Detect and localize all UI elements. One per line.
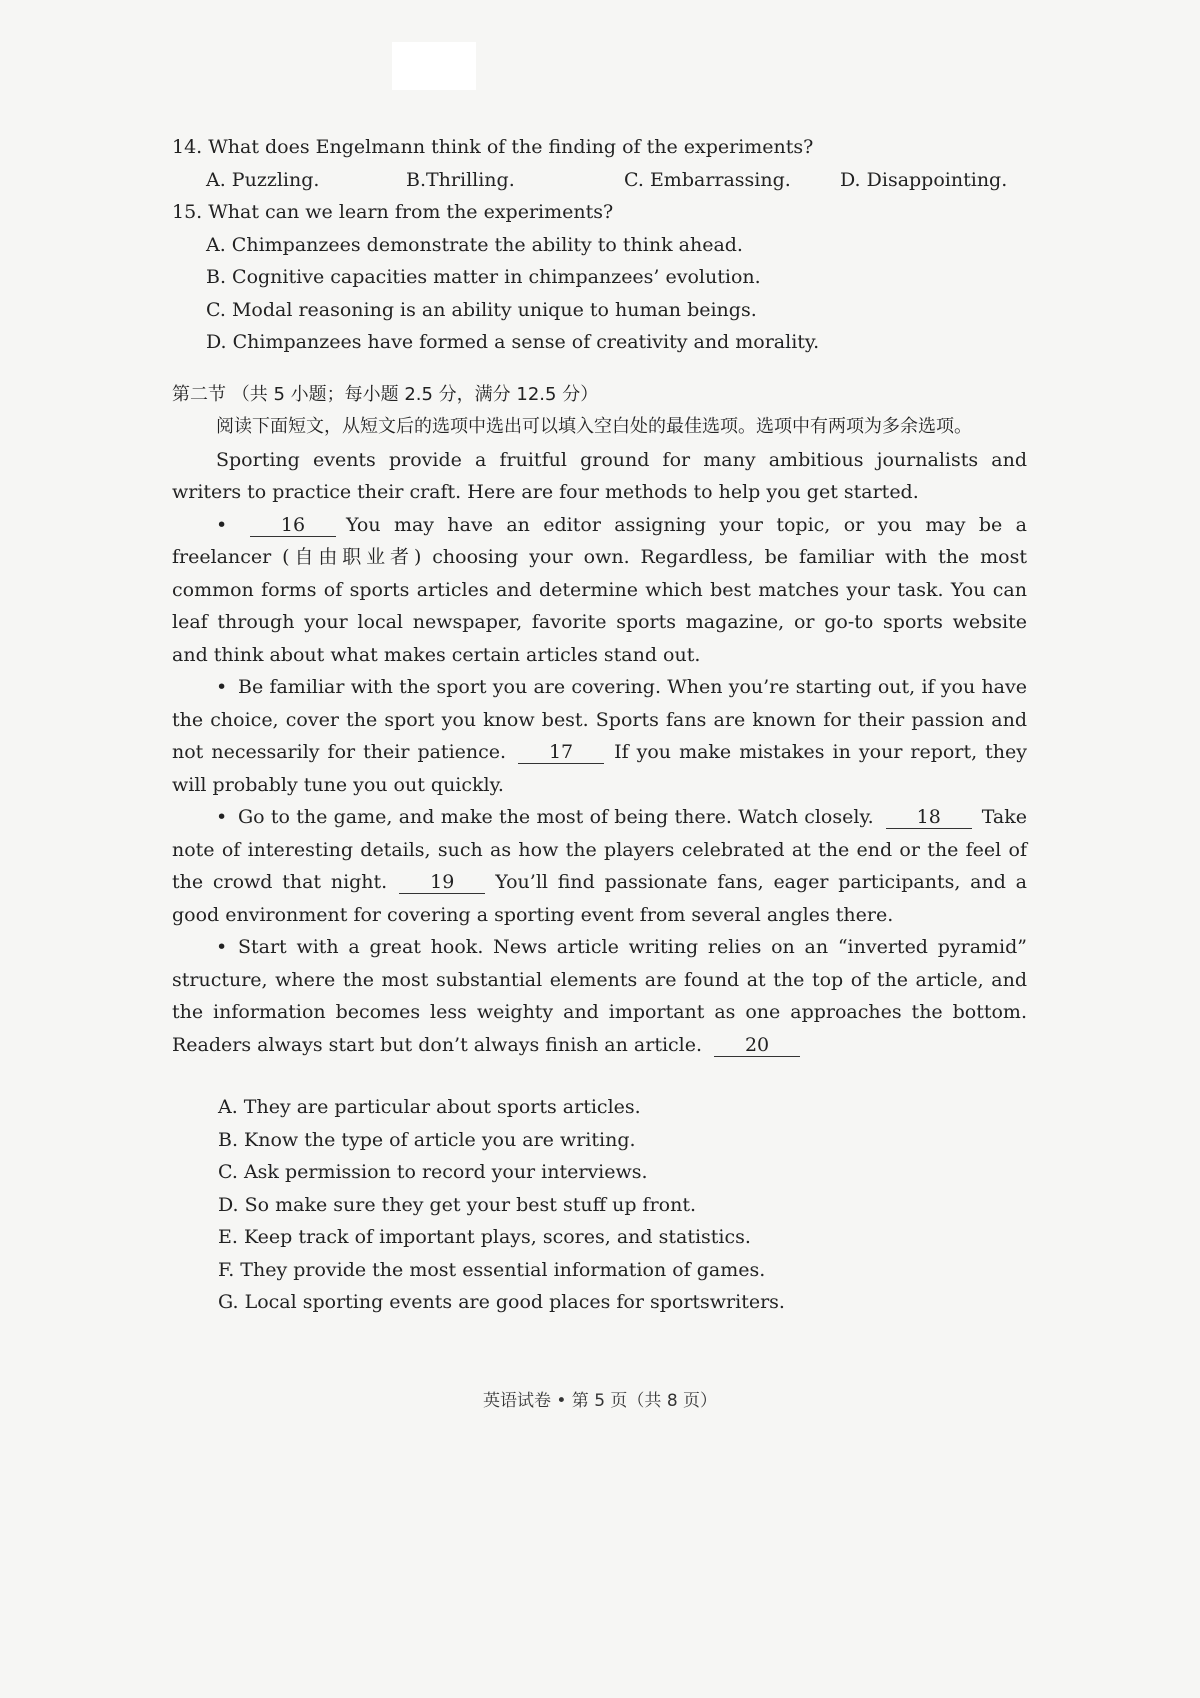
choice-d: D. So make sure they get your best stuff up front. (218, 1193, 697, 1216)
blank-20: 20 (714, 1034, 800, 1057)
blank-18: 18 (886, 806, 972, 829)
blank-17: 17 (518, 741, 604, 764)
question-14-option-d: D. Disappointing. (840, 168, 1008, 191)
question-14-options (172, 164, 1027, 197)
passage-method-2 (172, 671, 1027, 801)
method-1-text: You may have an editor assigning your topic, or you may be a freelancer (自由职业者) choosing your own. Regardless, be familiar with the most common forms of sports articles and determine which best matches your task. You can leaf through your local newspaper, favorite sports magazine, or go-to sports website and think about what makes certain articles stand out. (172, 513, 1027, 666)
blank-19: 19 (399, 871, 485, 894)
question-15-option-b: B. Cognitive capacities matter in chimpanzees’ evolution. (206, 266, 761, 288)
choice-c: C. Ask permission to record your interviews. (218, 1161, 648, 1183)
method-2-text-a: Be familiar with the sport you are covering. When you’re starting out, if you have the choice, cover the sport you know best. Sports fans are known for their passion and not necessarily for their patience. (172, 676, 1027, 763)
answer-choices (172, 1091, 1027, 1319)
method-3-text-c: You’ll find passionate fans, eager participants, and a good environment for covering a sporting event from several angles there. (172, 871, 1028, 926)
method-3-text-a: Go to the game, and make the most of being there. Watch closely. (238, 806, 874, 828)
page-content (172, 131, 1027, 1319)
passage-intro: Sporting events provide a fruitful ground for many ambitious journalists and writers to practice their craft. Here are four methods to help you get started. (172, 448, 1027, 503)
bullet-marker: • (216, 513, 228, 536)
question-14-option-a: A. Puzzling. (206, 168, 320, 191)
bullet-marker: • (216, 936, 228, 958)
method-3-text-b: Take note of interesting details, such as how the players celebrated at the end or the feel of the crowd that night. (172, 806, 1027, 893)
method-4-text-a: Start with a great hook. News article writing relies on an “inverted pyramid” structure, where the most substantial elements are found at the top of the article, and the information becomes less weighty and important as one approaches the bottom. Readers always start but don’t always finish an article. (172, 936, 1027, 1056)
page-footer: 英语试卷 • 第 5 页（共 8 页） (482, 1391, 718, 1411)
bullet-marker: • (216, 676, 228, 698)
blank-16: 16 (250, 514, 336, 537)
choice-a: A. They are particular about sports articles. (218, 1096, 641, 1118)
question-15-option-a: A. Chimpanzees demonstrate the ability to think ahead. (206, 233, 743, 256)
passage-method-3 (172, 801, 1027, 931)
section-instructions: 阅读下面短文，从短文后的选项中选出可以填入空白处的最佳选项。选项中有两项为多余选项。 (216, 416, 972, 437)
section-heading: 第二节 （共 5 小题；每小题 2.5 分，满分 12.5 分） (172, 383, 599, 405)
choice-g: G. Local sporting events are good places for sportswriters. (218, 1291, 785, 1313)
method-2-text-b: If you make mistakes in your report, they will probably tune you out quickly. (172, 741, 1028, 796)
question-15-option-d: D. Chimpanzees have formed a sense of creativity and morality. (206, 331, 820, 353)
choice-e: E. Keep track of important plays, scores, and statistics. (218, 1226, 751, 1248)
choice-f: F. They provide the most essential information of games. (218, 1258, 766, 1281)
blank-patch (392, 42, 476, 90)
question-15-stem: 15. What can we learn from the experiments? (172, 201, 614, 223)
passage-method-1 (172, 509, 1027, 672)
passage-method-4 (172, 931, 1027, 1061)
question-14-option-b: B.Thrilling. (406, 168, 515, 191)
question-15-option-c: C. Modal reasoning is an ability unique to human beings. (206, 298, 757, 321)
question-14-option-c: C. Embarrassing. (624, 168, 791, 191)
choice-b: B. Know the type of article you are writing. (218, 1128, 636, 1151)
bullet-marker: • (216, 806, 228, 828)
question-14-stem: 14. What does Engelmann think of the finding of the experiments? (172, 136, 814, 158)
